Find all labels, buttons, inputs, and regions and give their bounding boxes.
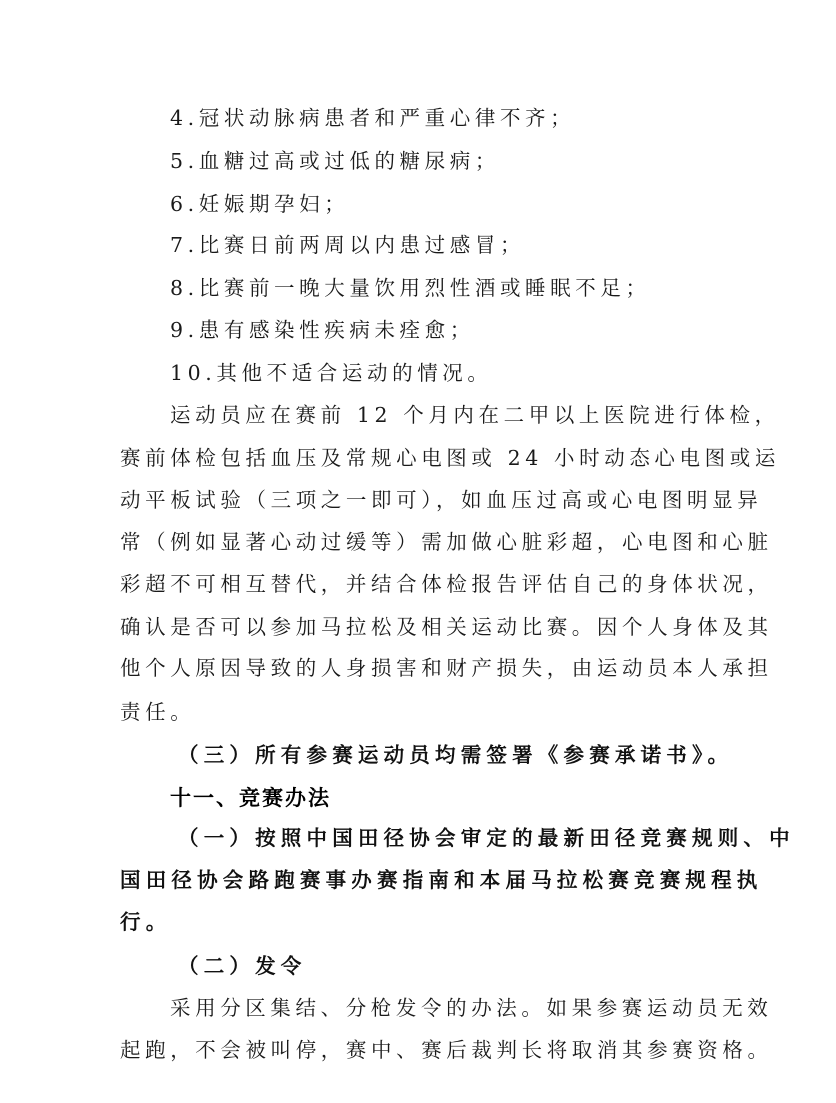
list-item: 6.妊娠期孕妇； <box>170 192 350 216</box>
paragraph-line: 确认是否可以参加马拉松及相关运动比赛。因个人身体及其 <box>120 615 773 639</box>
paragraph-line: 运动员应在赛前 12 个月内在二甲以上医院进行体检， <box>170 403 780 427</box>
clause-three: （三）所有参赛运动员均需签署《参赛承诺书》。 <box>178 743 734 767</box>
list-item: 8.比赛前一晚大量饮用烈性酒或睡眠不足； <box>170 276 651 300</box>
paragraph-line: 彩超不可相互替代，并结合体检报告评估自己的身体状况， <box>120 572 773 596</box>
section-heading: 十一、竞赛办法 <box>170 786 331 810</box>
rules-clause-line: 国田径协会路跑赛事办赛指南和本届马拉松赛竞赛规程执 <box>120 868 763 892</box>
list-item: 7.比赛日前两周以内患过感冒； <box>170 233 526 257</box>
paragraph-line: 赛前体检包括血压及常规心电图或 24 小时动态心电图或运 <box>120 446 780 470</box>
rules-clause-line: （一）按照中国田径协会审定的最新田径竞赛规则、中 <box>178 826 795 850</box>
paragraph-line: 他个人原因导致的人身损害和财产损失，由运动员本人承担 <box>120 656 773 680</box>
paragraph-line: 责任。 <box>120 700 196 724</box>
start-clause-title: （二）发令 <box>178 954 307 978</box>
list-item: 9.患有感染性疾病未痊愈； <box>170 318 475 342</box>
list-item: 5.血糖过高或过低的糖尿病； <box>170 149 500 173</box>
list-item: 10.其他不适合运动的情况。 <box>170 361 493 385</box>
paragraph-line: 常（例如显著心动过缓等）需加做心脏彩超，心电图和心脏 <box>120 530 773 554</box>
list-item: 4.冠状动脉病患者和严重心律不齐； <box>170 106 576 130</box>
rules-clause-line: 行。 <box>120 910 172 934</box>
paragraph-line: 起跑，不会被叫停，赛中、赛后裁判长将取消其参赛资格。 <box>120 1038 773 1062</box>
paragraph-line: 采用分区集结、分枪发令的办法。如果参赛运动员无效 <box>170 996 773 1020</box>
paragraph-line: 动平板试验（三项之一即可），如血压过高或心电图明显异 <box>120 488 763 512</box>
